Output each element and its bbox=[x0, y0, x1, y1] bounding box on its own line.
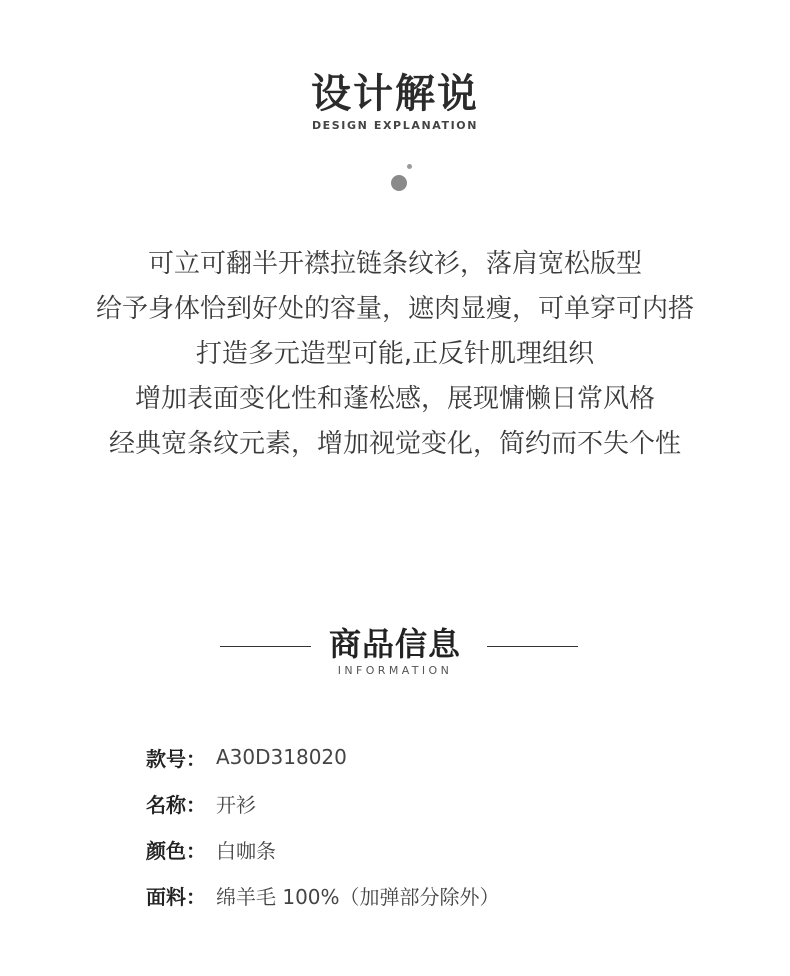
spec-row-name bbox=[146, 788, 256, 818]
decorative-dot-large bbox=[391, 175, 407, 191]
spec-label: 颜色： bbox=[146, 838, 206, 863]
spec-row-color bbox=[146, 834, 276, 864]
description-line: 可立可翻半开襟拉链条纹衫，落肩宽松版型 bbox=[147, 249, 642, 279]
description-line: 给予身体恰到好处的容量，遮肉显瘦，可单穿可内搭 bbox=[95, 294, 694, 324]
design-title: 设计解说 bbox=[311, 71, 479, 117]
spec-label: 名称： bbox=[146, 792, 206, 817]
spec-value: 绵羊毛 100%（加弹部分除外） bbox=[216, 884, 500, 909]
design-description bbox=[0, 242, 790, 467]
info-title: 商品信息 bbox=[328, 625, 461, 663]
description-line: 打造多元造型可能,正反针肌理组织 bbox=[195, 339, 595, 369]
design-subtitle: DESIGN EXPLANATION bbox=[311, 119, 479, 132]
info-subtitle: INFORMATION bbox=[337, 664, 453, 677]
spec-label: 款号： bbox=[146, 746, 206, 771]
spec-row-style-number bbox=[146, 742, 347, 772]
description-line: 增加表面变化性和蓬松感，展现慵懒日常风格 bbox=[134, 384, 655, 414]
spec-value: 白咖条 bbox=[216, 838, 276, 863]
spec-row-fabric bbox=[146, 880, 500, 910]
description-line: 经典宽条纹元素，增加视觉变化，简约而不失个性 bbox=[108, 429, 681, 459]
spec-value: 开衫 bbox=[216, 792, 256, 817]
decorative-dot-small bbox=[407, 164, 412, 169]
spec-value: A30D318020 bbox=[216, 745, 347, 769]
spec-label: 面料： bbox=[146, 884, 206, 909]
